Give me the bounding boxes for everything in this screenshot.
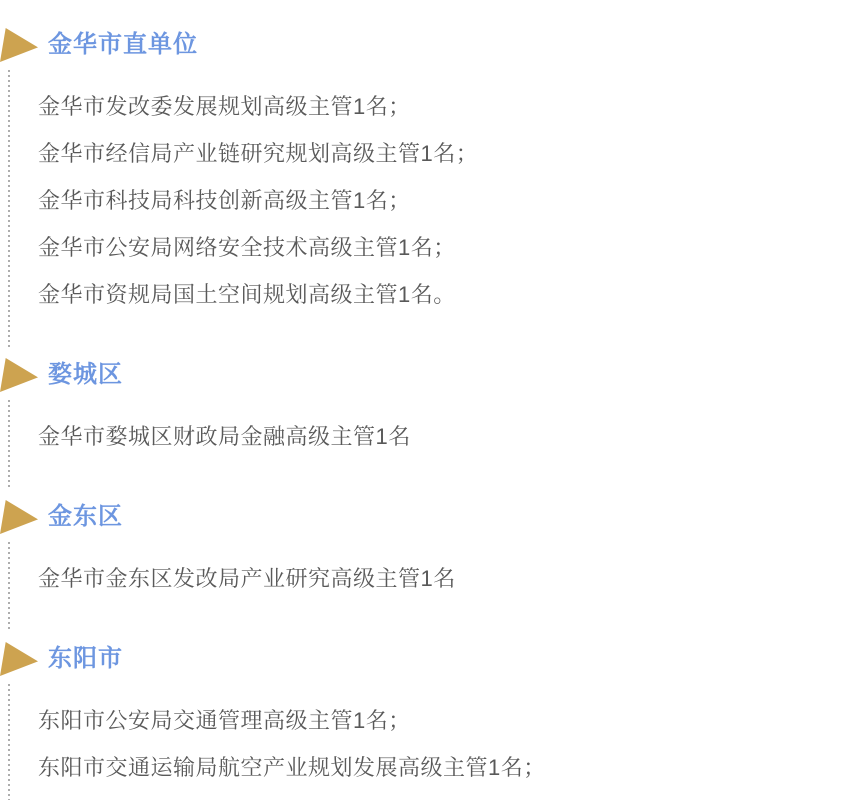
section [0, 642, 847, 791]
dotted-rail [8, 542, 10, 632]
section [0, 28, 847, 318]
section-header [0, 500, 847, 534]
arrow-right-icon [0, 358, 38, 392]
section-title: 金华市直单位 [48, 31, 198, 58]
arrow-right-icon [0, 642, 38, 676]
position-line: 金华市公安局网络安全技术高级主管1名； [38, 235, 456, 260]
position-line: 金华市婺城区财政局金融高级主管1名 [38, 424, 411, 449]
section-body [0, 555, 847, 602]
section [0, 358, 847, 460]
position-line: 金华市科技局科技创新高级主管1名； [38, 188, 411, 213]
section-title: 婺城区 [48, 361, 123, 388]
dotted-rail [8, 400, 10, 490]
section-header [0, 358, 847, 392]
position-line: 东阳市公安局交通管理高级主管1名； [38, 708, 411, 733]
position-line: 金华市发改委发展规划高级主管1名； [38, 94, 411, 119]
section-title: 金东区 [48, 503, 123, 530]
arrow-right-icon [0, 28, 38, 62]
section-body [0, 83, 847, 318]
section [0, 500, 847, 602]
section-body [0, 413, 847, 460]
arrow-right-icon [0, 500, 38, 534]
section-header [0, 28, 847, 62]
position-line: 金华市资规局国土空间规划高级主管1名。 [38, 282, 456, 307]
section-body [0, 697, 847, 791]
position-line: 金华市经信局产业链研究规划高级主管1名； [38, 141, 479, 166]
position-line: 东阳市交通运输局航空产业规划发展高级主管1名； [38, 755, 546, 780]
dotted-rail [8, 684, 10, 800]
position-line: 金华市金东区发改局产业研究高级主管1名 [38, 566, 456, 591]
dotted-rail [8, 70, 10, 348]
sections-container [0, 28, 847, 791]
section-header [0, 642, 847, 676]
section-title: 东阳市 [48, 645, 123, 672]
